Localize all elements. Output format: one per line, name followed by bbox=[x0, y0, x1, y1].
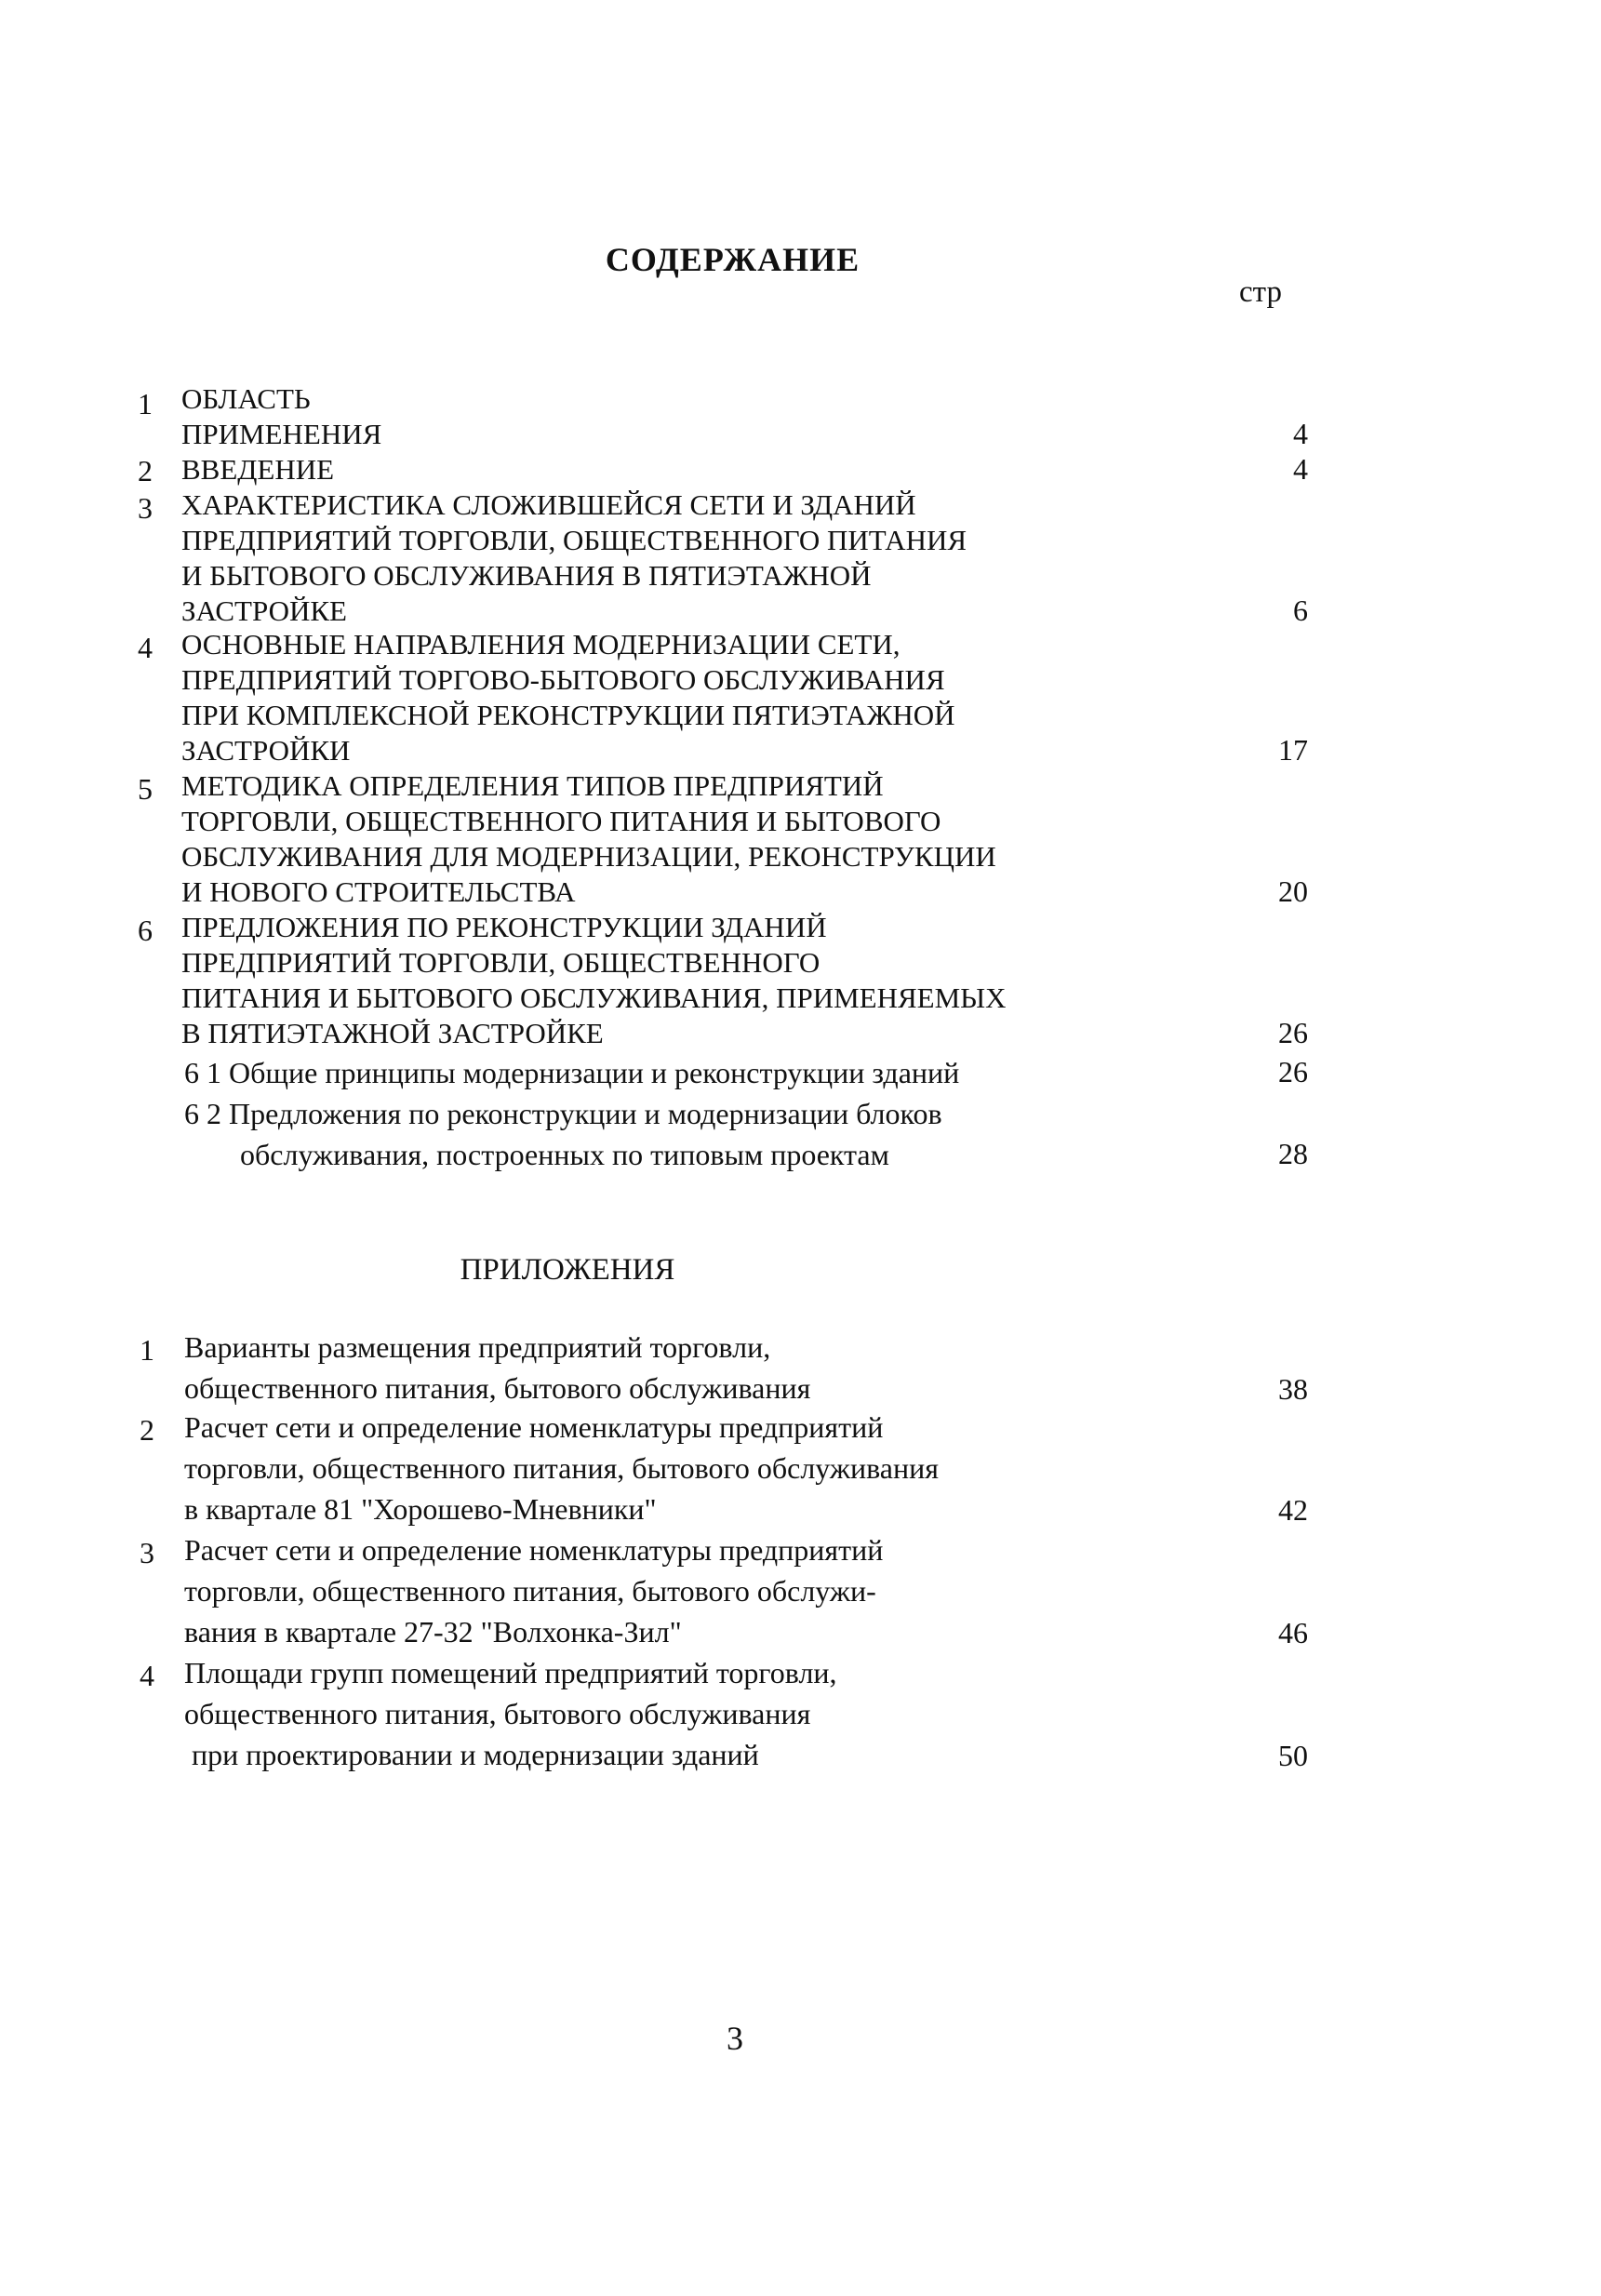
page-column-header: стр bbox=[1239, 275, 1282, 309]
toc-line: ПРЕДПРИЯТИЙ ТОРГОВЛИ, ОБЩЕСТВЕННОГО ПИТАНИЯ bbox=[181, 524, 967, 556]
toc-page: 4 bbox=[1293, 417, 1308, 450]
appendix-line: торговли, общественного питания, бытового обслужи- bbox=[184, 1574, 876, 1608]
toc-line: В ПЯТИЭТАЖНОЙ ЗАСТРОЙКЕ bbox=[181, 1017, 604, 1049]
toc-number: 3 bbox=[138, 491, 153, 525]
toc-number: 2 bbox=[138, 454, 153, 487]
appendix-page: 38 bbox=[1278, 1372, 1308, 1406]
toc-line: ТОРГОВЛИ, ОБЩЕСТВЕННОГО ПИТАНИЯ И БЫТОВОГО bbox=[181, 805, 941, 837]
appendix-line: общественного питания, бытового обслуживания bbox=[184, 1697, 811, 1730]
appendix-line: торговли, общественного питания, бытового обслуживания bbox=[184, 1451, 939, 1485]
appendix-page: 50 bbox=[1278, 1739, 1308, 1772]
toc-page: 17 bbox=[1278, 733, 1308, 767]
appendix-line: Расчет сети и определение номенклатуры предприятий bbox=[184, 1533, 884, 1567]
appendix-page: 46 bbox=[1278, 1616, 1308, 1649]
toc-line: ПРИ КОМПЛЕКСНОЙ РЕКОНСТРУКЦИИ ПЯТИЭТАЖНОЙ bbox=[181, 699, 955, 731]
toc-line: ЗАСТРОЙКИ bbox=[181, 734, 351, 767]
appendix-line: Расчет сети и определение номенклатуры предприятий bbox=[184, 1410, 884, 1444]
toc-line: ЗАСТРОЙКЕ bbox=[181, 594, 347, 627]
appendix-line: Варианты размещения предприятий торговли, bbox=[184, 1330, 771, 1364]
toc-line: ХАРАКТЕРИСТИКА СЛОЖИВШЕЙСЯ СЕТИ И ЗДАНИЙ bbox=[181, 488, 916, 521]
appendix-line: в квартале 81 "Хорошево-Мневники" bbox=[184, 1492, 657, 1526]
toc-line: ОБСЛУЖИВАНИЯ ДЛЯ МОДЕРНИЗАЦИИ, РЕКОНСТРУКЦИИ bbox=[181, 840, 996, 873]
toc-line: ПИТАНИЯ И БЫТОВОГО ОБСЛУЖИВАНИЯ, ПРИМЕНЯЕМЫХ bbox=[181, 981, 1007, 1014]
appendix-line: общественного питания, бытового обслуживания bbox=[184, 1371, 811, 1405]
toc-line: ПРЕДПРИЯТИЙ ТОРГОВО-БЫТОВОГО ОБСЛУЖИВАНИЯ bbox=[181, 663, 945, 696]
page-title: СОДЕРЖАНИЕ bbox=[605, 241, 861, 278]
appendix-number: 1 bbox=[140, 1333, 154, 1367]
toc-page: 6 bbox=[1293, 594, 1308, 627]
page-number: 3 bbox=[727, 2020, 743, 2057]
appendix-number: 4 bbox=[140, 1659, 154, 1692]
toc-page: 26 bbox=[1278, 1055, 1308, 1088]
toc-line: ОБЛАСТЬ bbox=[181, 382, 311, 415]
toc-line: 6 2 Предложения по реконструкции и модернизации блоков bbox=[184, 1097, 942, 1130]
appendix-number: 3 bbox=[140, 1536, 154, 1569]
toc-line: И БЫТОВОГО ОБСЛУЖИВАНИЯ В ПЯТИЭТАЖНОЙ bbox=[181, 559, 872, 592]
toc-line: обслуживания, построенных по типовым проектам bbox=[240, 1138, 889, 1171]
toc-number: 4 bbox=[138, 631, 153, 664]
toc-line: 6 1 Общие принципы модернизации и реконструкции зданий bbox=[184, 1056, 960, 1089]
toc-line: ОСНОВНЫЕ НАПРАВЛЕНИЯ МОДЕРНИЗАЦИИ СЕТИ, bbox=[181, 628, 901, 661]
appendix-title: ПРИЛОЖЕНИЯ bbox=[460, 1253, 675, 1287]
appendix-line: при проектировании и модернизации зданий bbox=[184, 1738, 759, 1771]
toc-page: 4 bbox=[1293, 452, 1308, 486]
toc-number: 1 bbox=[138, 387, 153, 420]
toc-page: 20 bbox=[1278, 874, 1308, 908]
toc-number: 5 bbox=[138, 772, 153, 806]
appendix-page: 42 bbox=[1278, 1493, 1308, 1527]
toc-line: И НОВОГО СТРОИТЕЛЬСТВА bbox=[181, 875, 576, 908]
toc-line: ПРИМЕНЕНИЯ bbox=[181, 418, 382, 450]
toc-line: МЕТОДИКА ОПРЕДЕЛЕНИЯ ТИПОВ ПРЕДПРИЯТИЙ bbox=[181, 769, 884, 802]
appendix-line: Площади групп помещений предприятий торговли, bbox=[184, 1656, 837, 1689]
toc-line: ВВЕДЕНИЕ bbox=[181, 453, 335, 486]
toc-number: 6 bbox=[138, 914, 153, 947]
toc-line: ПРЕДЛОЖЕНИЯ ПО РЕКОНСТРУКЦИИ ЗДАНИЙ bbox=[181, 911, 827, 943]
toc-line: ПРЕДПРИЯТИЙ ТОРГОВЛИ, ОБЩЕСТВЕННОГО bbox=[181, 946, 821, 979]
appendix-number: 2 bbox=[140, 1413, 154, 1447]
toc-page: 26 bbox=[1278, 1016, 1308, 1049]
toc-page: 28 bbox=[1278, 1137, 1308, 1170]
appendix-line: вания в квартале 27-32 "Волхонка-Зил" bbox=[184, 1615, 682, 1649]
